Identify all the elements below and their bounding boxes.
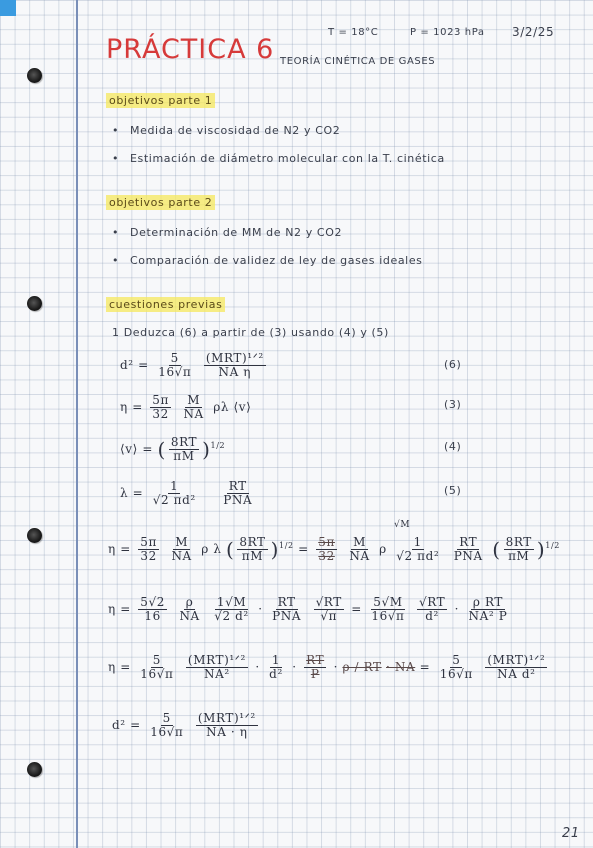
list-item: Comparación de validez de ley de gases ideales xyxy=(130,254,423,267)
derivation-step-2: η = $\frac{5√2}{16}$ $\frac{\rho}{NA}$ $\frac{1√M}{\text{√2 d²}}$ · $\frac{RT}{\text{PNA}}$ $\frac{√RT}{√\pi}$ = $\frac{5√M}{16√\pi}$ $\frac{√RT}{\text{d²}}$ · $\frac{\text{ρ RT}}{\text{NA² P}}$ xyxy=(108,595,508,623)
bullet: • xyxy=(112,254,120,267)
equation-label: (3) xyxy=(444,398,462,411)
bullet: • xyxy=(112,226,120,239)
bullet: • xyxy=(112,124,120,137)
final-result: d² = $\frac{5}{16√\pi}$ $\frac{\text{(MRT)¹ᐟ²}}{NA \cdot \eta}$ xyxy=(112,711,256,739)
date-label: 3/2/25 xyxy=(512,25,555,39)
binder-hole xyxy=(27,762,42,777)
list-item: Determinación de MM de N2 y CO2 xyxy=(130,226,343,239)
section-heading-cuestiones: cuestiones previas xyxy=(106,298,225,311)
question-text: 1 Deduzca (6) a partir de (3) usando (4) y (5) xyxy=(112,326,389,339)
derivation-step-1: η = $\frac{5\pi}{32}$ $\frac{M}{NA}$ ρ λ ( $\frac{8RT}{\pi M}$ )$^{1/2}$ = $\frac{5\pi}{32}$ $\frac{M}{NA}$ ρ $\frac{1}{\text{√2 πd²}}$ $\frac{RT}{\text{PNA}}$ ( $\frac{8RT}{\pi M}$ )$^{1/2}$ xyxy=(108,535,560,563)
section-heading-objetivos-2: objetivos parte 2 xyxy=(106,196,215,209)
equation-5: λ = $\frac{1}{\text{√2 πd²}}$ $\frac{RT}{\text{PNA}}$ xyxy=(120,479,253,507)
list-item: Medida de viscosidad de N2 y CO2 xyxy=(130,124,341,137)
equation-label: (4) xyxy=(444,440,462,453)
blue-corner-tab xyxy=(0,0,16,16)
bullet: • xyxy=(112,152,120,165)
binder-hole xyxy=(27,528,42,543)
equation-label: (5) xyxy=(444,484,462,497)
temperature-label: T = 18°C xyxy=(328,27,379,38)
section-heading-objetivos-1: objetivos parte 1 xyxy=(106,94,215,107)
equation-label: (6) xyxy=(444,358,462,371)
binder-hole xyxy=(27,296,42,311)
equation-3: η = $\frac{5\pi}{32}$ $\frac{M}{NA}$ ρλ ⟨v⟩ xyxy=(120,393,252,421)
annotation-sqrtM: √M xyxy=(394,520,411,530)
margin-line xyxy=(76,0,78,848)
equation-6: d² = $\frac{5}{16√\pi}$ $\frac{\text{(MRT)¹ᐟ²}}{\text{NA η}}$ xyxy=(120,351,264,379)
page-subtitle: TEORÍA CINÉTICA DE GASES xyxy=(280,56,436,67)
pressure-label: P = 1023 hPa xyxy=(410,27,485,38)
list-item: Estimación de diámetro molecular con la T. cinética xyxy=(130,152,445,165)
page-number: 21 xyxy=(562,826,580,841)
binder-hole xyxy=(27,68,42,83)
derivation-step-3: η = $\frac{5}{16√\pi}$ $\frac{\text{(MRT)¹ᐟ²}}{\text{NA²}}$ · $\frac{1}{\text{d²}}$ · $\frac{RT}{P}$ · ρ / RT · NA = $\frac{5}{16√\pi}$ $\frac{\text{(MRT)¹ᐟ²}}{\text{NA d²}}$ xyxy=(108,653,546,681)
page-title: PRÁCTICA 6 xyxy=(106,34,275,65)
equation-4: ⟨v⟩ = ( $\frac{8RT}{\pi M}$ )$^{1/2}$ xyxy=(120,435,226,463)
